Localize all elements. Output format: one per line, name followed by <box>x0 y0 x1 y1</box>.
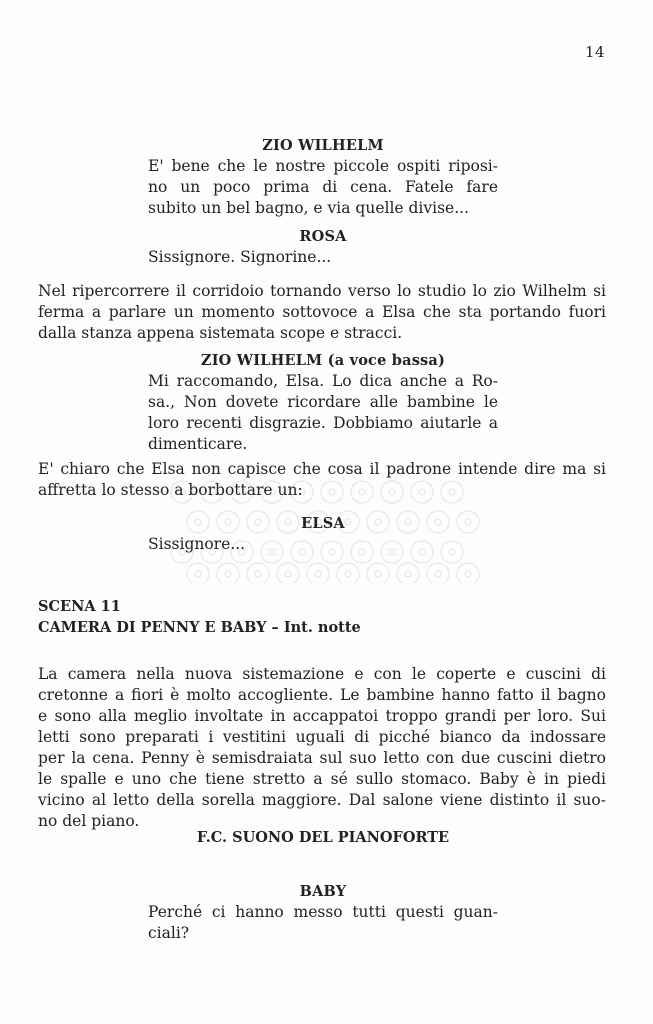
action-paragraph <box>38 281 606 344</box>
dialogue-text <box>148 534 498 555</box>
dialogue-line: E' bene che le nostre piccole ospiti riposi- <box>148 157 498 175</box>
character-name: ELSA <box>301 515 345 532</box>
watermark-circle <box>217 563 239 583</box>
dialogue-block-baby <box>148 881 498 902</box>
dialogue-line: Perché ci hanno messo tutti questi guan- <box>148 903 498 921</box>
dialogue-line: Sissignore. Signorine... <box>148 248 332 266</box>
action-line: per la cena. Penny è semisdraiata sul suo letto con due cuscini dietro <box>38 749 606 767</box>
dialogue-text <box>148 371 498 455</box>
watermark-circle <box>427 563 449 583</box>
action-line: La camera nella nuova sistemazione e con le coperte e cuscini di <box>38 665 606 683</box>
action-line: cretonne a fiori è molto accogliente. Le bambine hanno fatto il bagno <box>38 686 606 704</box>
watermark-circle <box>187 563 209 583</box>
dialogue-line: dimenticare. <box>148 435 248 453</box>
action-line: Nel ripercorrere il corridoio tornando verso lo studio lo zio Wilhelm si <box>38 282 606 300</box>
transition-sound-cue: F.C. SUONO DEL PIANOFORTE <box>196 829 450 846</box>
dialogue-line: sa., Non dovete ricordare alle bambine le <box>148 393 498 411</box>
dialogue-block-rosa <box>148 226 498 247</box>
watermark-dot <box>285 571 291 577</box>
dialogue-line: loro recenti disgrazie. Dobbiamo aiutarle a <box>148 414 498 432</box>
watermark-circle <box>247 563 269 583</box>
scene-number: SCENA 11 <box>38 598 121 615</box>
dialogue-line: no un poco prima di cena. Fatele fare <box>148 178 498 196</box>
action-line: le spalle e uno che tiene stretto a sé sullo stomaco. Baby è in piedi <box>38 770 606 788</box>
watermark-dot <box>345 571 351 577</box>
watermark-dot <box>315 571 321 577</box>
page-number: 14 <box>585 43 606 61</box>
dialogue-text <box>148 156 498 219</box>
watermark-dot <box>405 571 411 577</box>
scene-location: CAMERA DI PENNY E BABY – Int. notte <box>38 619 361 636</box>
character-name: ROSA <box>299 228 347 245</box>
watermark-dot <box>225 571 231 577</box>
action-paragraph <box>38 459 606 501</box>
dialogue-line: Mi raccomando, Elsa. Lo dica anche a Ro- <box>148 372 498 390</box>
character-name: BABY <box>299 883 347 900</box>
action-line: vicino al letto della sorella maggiore. Dal salone viene distinto il suo- <box>38 791 606 809</box>
watermark-dot <box>375 571 381 577</box>
watermark-dot <box>255 571 261 577</box>
dialogue-text <box>148 247 498 268</box>
action-line: e sono alla meglio involtate in accappatoi troppo grandi per loro. Sui <box>38 707 606 725</box>
watermark-circle <box>367 563 389 583</box>
character-name: ZIO WILHELM (a voce bassa) <box>200 352 446 369</box>
watermark-dot <box>195 571 201 577</box>
action-line: letti sono preparati i vestitini uguali di picché bianco da indossare <box>38 728 606 746</box>
dialogue-line: subito un bel bagno, e via quelle divise... <box>148 199 470 217</box>
action-paragraph <box>38 664 606 832</box>
dialogue-block-elsa <box>148 513 498 534</box>
character-name: ZIO WILHELM <box>262 137 384 154</box>
action-line: ferma a parlare un momento sottovoce a Elsa che sta portando fuori <box>38 303 606 321</box>
watermark-circle <box>307 563 329 583</box>
dialogue-line: Sissignore... <box>148 535 246 553</box>
dialogue-text <box>148 902 498 944</box>
watermark-circle <box>397 563 419 583</box>
watermark-dot <box>435 571 441 577</box>
dialogue-block-zio-wilhelm-2 <box>148 350 498 371</box>
action-line: E' chiaro che Elsa non capisce che cosa il padrone intende dire ma si <box>38 460 606 478</box>
scene-heading <box>38 596 538 638</box>
watermark-circle <box>277 563 299 583</box>
watermark-dot <box>465 571 471 577</box>
dialogue-block-zio-wilhelm-1 <box>148 135 498 156</box>
action-line: no del piano. <box>38 812 140 830</box>
watermark-circle <box>337 563 359 583</box>
action-line: affretta lo stesso a borbottare un: <box>38 481 303 499</box>
watermark-circle <box>457 563 479 583</box>
dialogue-line: ciali? <box>148 924 190 942</box>
action-line: dalla stanza appena sistemata scope e stracci. <box>38 324 403 342</box>
